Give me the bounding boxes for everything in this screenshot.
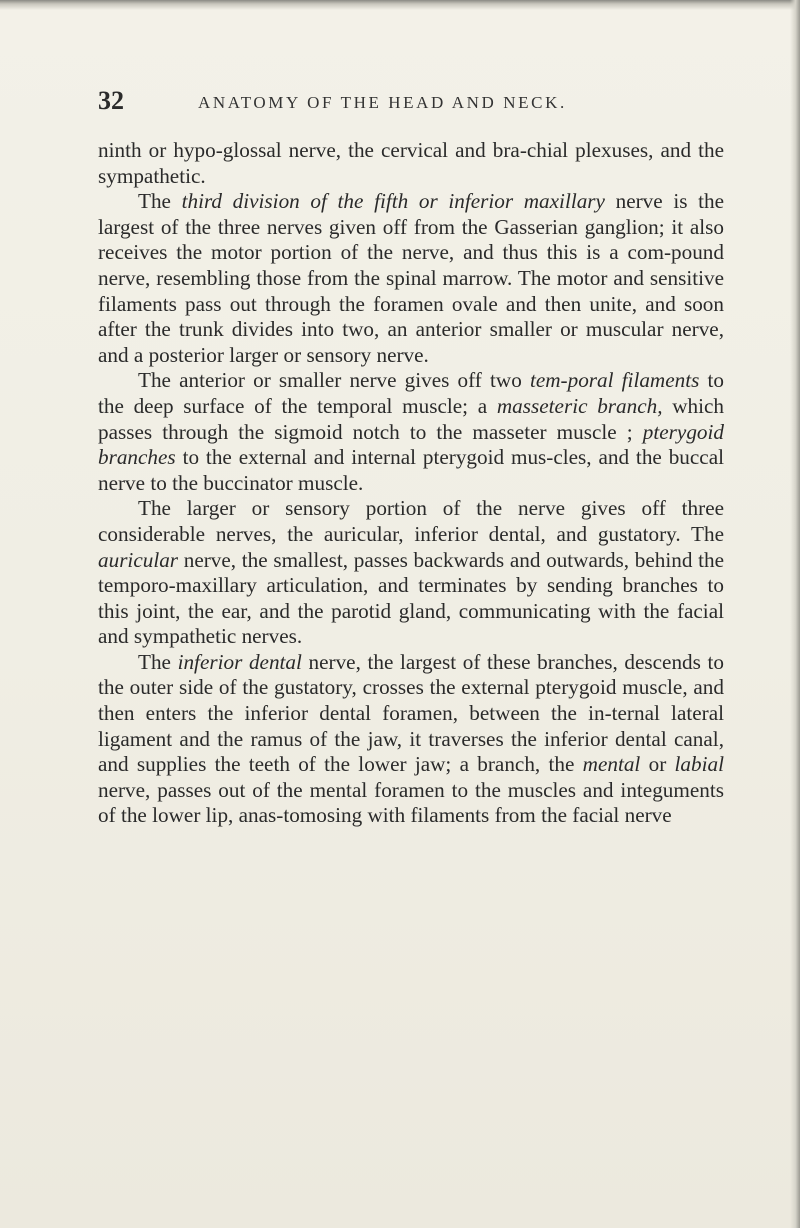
running-head: ANATOMY OF THE HEAD AND NECK. <box>198 93 567 112</box>
italic-term: third division of the fifth or inferior maxillary <box>181 189 605 214</box>
text-segment: The <box>138 189 182 214</box>
page-top-edge <box>0 0 800 10</box>
paragraph-1 <box>98 138 724 189</box>
paragraph-5 <box>98 650 724 829</box>
text-segment: or <box>640 752 675 777</box>
text-segment: The <box>138 649 178 674</box>
text-segment: nerve, the largest of these branches, descends to the outer side of the gustatory, crosses the external pterygoid muscle, and then enters the inferior dental foramen, between the in-ternal lateral ligament and the ramus of the jaw, it traverses the inferior dental canal, and supplies the teeth of the lower jaw; a branch, the <box>98 649 724 777</box>
italic-term: pterygoid branches <box>98 419 724 470</box>
page-header <box>98 86 738 116</box>
page-right-edge <box>790 0 800 1228</box>
italic-term: tem-poral filaments <box>529 368 700 393</box>
body-text <box>98 138 724 829</box>
text-segment: nerve is the largest of the three nerves given off from the Gasserian ganglion; it also receives the motor portion of the nerve, and thus this is a com-pound nerve, resembling those from the spinal marrow. The motor and sensitive filaments pass out through the foramen ovale and then unite, and soon after the trunk divides into two, an anterior smaller or muscular nerve, and a posterior larger or sensory nerve. <box>98 189 724 367</box>
text-segment: which passes through the sigmoid notch to the masseter muscle ; <box>98 393 725 444</box>
italic-term: mental <box>582 752 641 777</box>
italic-term: auricular <box>98 547 179 572</box>
paragraph-4 <box>98 496 724 650</box>
text-segment: nerve, passes out of the mental foramen to the muscles and integuments of the lower lip, anas-tomosing with filaments from the facial nerve <box>98 777 724 828</box>
text-segment: The larger or sensory portion of the nerve gives off three considerable nerves, the auricular, inferior dental, and gustatory. The <box>98 496 724 546</box>
paragraph-2 <box>98 189 724 368</box>
text-segment: to the external and internal pterygoid mus-cles, and the buccal nerve to the buccinator muscle. <box>98 445 724 495</box>
page-number: 32 <box>98 86 124 115</box>
text-segment: ninth or hypo-glossal nerve, the cervical and bra-chial plexuses, and the sympathetic. <box>98 138 724 188</box>
italic-term: inferior dental <box>177 649 302 674</box>
text-segment: to the deep surface of the temporal muscle; a <box>98 368 724 418</box>
italic-term: masseteric branch, <box>496 393 663 418</box>
italic-term: labial <box>674 752 724 777</box>
paragraph-3 <box>98 368 724 496</box>
text-segment: nerve, the smallest, passes backwards and outwards, behind the temporo-maxillary articulation, and terminates by sending branches to this joint, the ear, and the parotid gland, communicating with the facial and sympathetic nerves. <box>98 547 724 649</box>
text-segment: The anterior or smaller nerve gives off two <box>138 368 530 393</box>
